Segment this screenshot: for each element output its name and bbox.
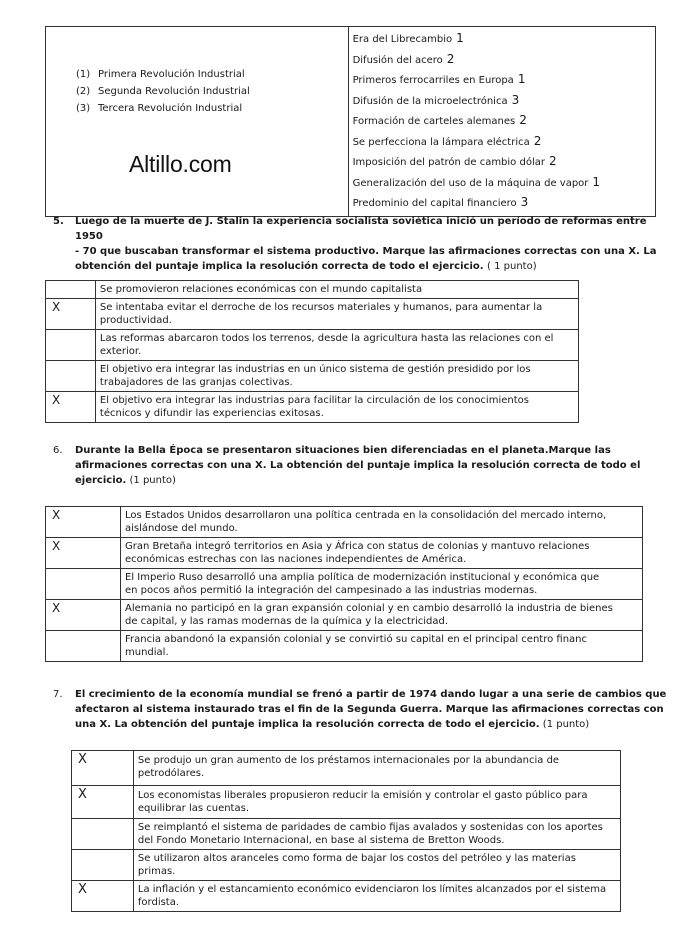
statement-cell: El Imperio Ruso desarrolló una amplia política de modernización institucional y económica que en pocos años permitió la integración del campesinado a las industrias modernas. (121, 569, 643, 600)
table-row (72, 881, 621, 912)
event-answer: 3 (511, 92, 520, 107)
mark-cell[interactable] (72, 850, 134, 881)
table-row (72, 786, 621, 819)
event-answer: 3 (520, 195, 529, 209)
event-answer: 1 (456, 31, 464, 45)
q5-answer-table (45, 280, 579, 423)
table-row (46, 281, 579, 299)
mark-cell[interactable] (46, 281, 96, 299)
mark-cell[interactable] (72, 819, 134, 850)
table-row (72, 850, 621, 881)
event-item: Era del Librecambio 1 (352, 31, 464, 45)
revolutions-cell (46, 27, 349, 217)
question-text-line: afectaron al sistema instaurado tras el fin de la Segunda Guerra. Marque las afirmaciones correctas con (75, 704, 664, 715)
question-text-line: una X. La obtención del puntaje implica la resolución correcta de todo el ejercicio. (1 punto) (75, 719, 590, 730)
mark-cell[interactable]: X (72, 786, 134, 819)
question-7: 7. El crecimiento de la economía mundial se frenó a partir de 1974 dando lugar a una serie de cambios que afectaron al sistema instaurado tras el fin de la Segunda Guerra. Marque las afirmaciones correctas con una X. La obtención del puntaje implica la resolución correcta de todo el ejercicio. (1 punto) (53, 689, 667, 730)
question-text-line: El crecimiento de la economía mundial se frenó a partir de 1974 dando lugar a una serie de cambios que (75, 689, 667, 700)
event-item: Generalización del uso de la máquina de vapor 1 (352, 174, 601, 189)
points-label: (1 punto) (129, 475, 176, 486)
statement-cell: Se reimplantó el sistema de paridades de cambio fijas avalados y sostenidas con los aportes del Fondo Monetario Internacional, en base al sistema de Bretton Woods. (133, 819, 620, 850)
table-row (46, 330, 579, 361)
points-label: ( 1 punto) (487, 261, 537, 272)
statement-cell: Se promovieron relaciones económicas con el mundo capitalista (95, 281, 578, 299)
statement-cell: Los economistas liberales propusieron reducir la emisión y controlar el gasto público para equilibrar las cuentas. (133, 786, 620, 819)
matching-table (45, 26, 656, 217)
question-text-line: Luego de la muerte de J. Stalin la experiencia socialista soviética inició un período de reformas entre 1950 (75, 216, 647, 242)
revolutions-list (76, 66, 250, 117)
question-6: 6. Durante la Bella Época se presentaron situaciones bien diferenciadas en el planeta.Marque las afirmaciones correctas con una X. La obtención del puntaje implica la resolución correcta de todo el ejercicio. (1 punto) (53, 445, 641, 486)
mark-cell[interactable] (46, 330, 96, 361)
event-item: Difusión del acero 2 (352, 51, 455, 66)
event-item: Predominio del capital financiero 3 (352, 195, 529, 209)
statement-cell: El objetivo era integrar las industrias en un único sistema de gestión presidido por los trabajadores de las granjas colectivas. (95, 361, 578, 392)
event-answer: 1 (517, 72, 526, 86)
statement-cell: Se intentaba evitar el derroche de los recursos materiales y humanos, para aumentar la productividad. (95, 299, 578, 330)
statement-cell: Se utilizaron altos aranceles como forma de bajar los costos del petróleo y las materias primas. (133, 850, 620, 881)
mark-cell[interactable] (46, 361, 96, 392)
event-item: Primeros ferrocarriles en Europa 1 (352, 72, 526, 86)
statement-cell: Alemania no participó en la gran expansión colonial y en cambio desarrolló la industria de bienes de capital, y las ramas modernas de la química y la electricidad. (121, 600, 643, 631)
statement-cell: La inflación y el estancamiento económico evidenciaron los límites alcanzados por el sistema fordista. (133, 881, 620, 912)
event-item: Formación de carteles alemanes 2 (352, 113, 527, 127)
table-row (46, 631, 643, 662)
event-answer: 1 (592, 174, 601, 189)
q6-answer-table (45, 506, 643, 662)
revolution-item: (3) Tercera Revolución Industrial (76, 103, 243, 114)
question-5: 5. Luego de la muerte de J. Stalin la experiencia socialista soviética inició un período de reformas entre 1950 - 70 que buscaban transformar el sistema productivo. Marque las afirmaciones correctas con una X. La obtención del puntaje implica la resolución correcta de todo el ejercicio. ( 1 punto) (53, 214, 673, 262)
table-row (46, 538, 643, 569)
mark-cell[interactable]: X (72, 751, 134, 786)
question-text-line: afirmaciones correctas con una X. La obtención del puntaje implica la resolución correcta de todo el (75, 460, 641, 471)
table-row (46, 507, 643, 538)
mark-cell[interactable]: X (46, 538, 121, 569)
question-text-line: ejercicio. (1 punto) (75, 475, 176, 486)
table-row (46, 569, 643, 600)
altillo-logo: Altillo.com (129, 151, 232, 177)
mark-cell[interactable]: X (46, 299, 96, 330)
event-answer: 2 (446, 51, 455, 66)
mark-cell[interactable]: X (46, 600, 121, 631)
table-row (46, 600, 643, 631)
event-item: Imposición del patrón de cambio dólar 2 (352, 154, 557, 168)
points-label: (1 punto) (542, 719, 590, 730)
event-answer: 2 (533, 133, 542, 148)
revolution-item: (2) Segunda Revolución Industrial (76, 86, 250, 97)
statement-cell: Se produjo un gran aumento de los préstamos internacionales por la abundancia de petrodólares. (133, 751, 620, 786)
event-item: Se perfecciona la lámpara eléctrica 2 (352, 133, 542, 148)
question-text-line: - 70 que buscaban transformar el sistema productivo. Marque las afirmaciones correctas con una X. La (75, 246, 657, 257)
table-row (72, 819, 621, 850)
q7-answer-table (71, 750, 621, 912)
event-item: Difusión de la microelectrónica 3 (352, 92, 520, 107)
statement-cell: Gran Bretaña integró territorios en Asia y África con status de colonias y mantuvo relaciones económicas estrechas con las naciones independientes de América. (121, 538, 643, 569)
table-row (46, 361, 579, 392)
question-text-line: Durante la Bella Época se presentaron situaciones bien diferenciadas en el planeta.Marque las (75, 445, 611, 456)
mark-cell[interactable]: X (46, 507, 121, 538)
revolution-item: (1) Primera Revolución Industrial (76, 69, 245, 80)
table-row (72, 751, 621, 786)
table-row (46, 392, 579, 423)
statement-cell: Francia abandonó la expansión colonial y se convirtió su capital en el principal centro financ mundial. (121, 631, 643, 662)
mark-cell[interactable]: X (72, 881, 134, 912)
table-row (46, 299, 579, 330)
statement-cell: El objetivo era integrar las industrias para facilitar la circulación de los conocimientos técnicos y difundir las experiencias exitosas. (95, 392, 578, 423)
statement-cell: Los Estados Unidos desarrollaron una política centrada en la consolidación del mercado interno, aislándose del mundo. (121, 507, 643, 538)
event-answer: 2 (548, 154, 557, 168)
statement-cell: Las reformas abarcaron todos los terrenos, desde la agricultura hasta las relaciones con el exterior. (95, 330, 578, 361)
mark-cell[interactable]: X (46, 392, 96, 423)
mark-cell[interactable] (46, 569, 121, 600)
mark-cell[interactable] (46, 631, 121, 662)
events-cell (348, 27, 655, 217)
question-text-line: obtención del puntaje implica la resolución correcta de todo el ejercicio. ( 1 punto) (75, 261, 537, 272)
event-answer: 2 (519, 113, 527, 127)
